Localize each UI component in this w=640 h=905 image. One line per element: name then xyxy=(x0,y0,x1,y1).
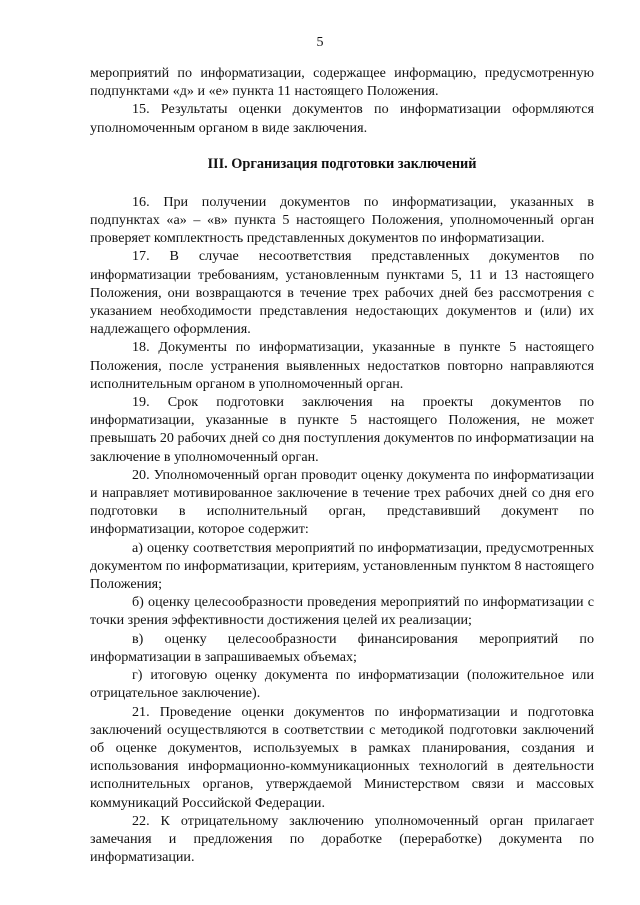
subitem-v: в) оценку целесообразности финансирования мероприятий по информатизации в запрашиваемых объемах; xyxy=(90,630,594,665)
paragraph-18: 18. Документы по информатизации, указанные в пункте 5 настоящего Положения, после устранения выявленных недостатков повторно направляются исполнительным органом в уполномоченный орган. xyxy=(90,339,594,392)
subitem-b: б) оценку целесообразности проведения мероприятий по информатизации с точки зрения эффективности достижения целей их реализации; xyxy=(90,594,594,629)
paragraph-19: 19. Срок подготовки заключения на проекты документов по информатизации, указанные в пункте 5 настоящего Положения, не может превышать 20 рабочих дней со дня поступления документов по информатизации на заключение в уполномоченный орган. xyxy=(90,394,594,465)
paragraph-16: 16. При получении документов по информатизации, указанных в подпунктах «а» – «в» пункта 5 настоящего Положения, уполномоченный орган проверяет комплектность представленных документов по информатизации. xyxy=(90,193,594,247)
subitem-a: а) оценку соответствия мероприятий по информатизации, предусмотренных документом по информатизации, критериям, установленным пунктом 8 настоящего Положения; xyxy=(90,539,594,593)
paragraph-14-continuation: мероприятий по информатизации, содержащее информацию, предусмотренную подпунктами «д» и «е» пункта 11 настоящего Положения. xyxy=(90,65,594,100)
section-heading: III. Организация подготовки заключений xyxy=(207,155,477,172)
document-body xyxy=(90,64,594,866)
page-number: 5 xyxy=(316,35,324,50)
paragraph-22: 22. К отрицательному заключению уполномоченный орган прилагает замечания и предложения по доработке (переработке) документа по информатизации. xyxy=(90,812,594,866)
subitem-g: г) итоговую оценку документа по информатизации (положительное или отрицательное заключение). xyxy=(90,667,594,702)
paragraph-17: 17. В случае несоответствия представленных документов по информатизации требованиям, установленным пунктами 5, 11 и 13 настоящего Положения, они возвращаются в течение трех рабочих дней без рассмотрения с указанием необходимости представления недостающих документов и (или) их надлежащего оформления. xyxy=(90,248,594,338)
paragraph-20: 20. Уполномоченный орган проводит оценку документа по информатизации и направляет мотивированное заключение в течение трех рабочих дней со дня его подготовки в исполнительный орган, представивший документ по информатизации, которое содержит: xyxy=(90,466,594,538)
paragraph-21: 21. Проведение оценки документов по информатизации и подготовка заключений осуществляются в соответствии с методикой подготовки заключений об оценке документов, используемых в рамках планирования, создания и использования информационно-коммуникационных технологий в деятельности исполнительных органов, утверждаемой Министерством связи и массовых коммуникаций Российской Федерации. xyxy=(90,703,594,811)
paragraph-15: 15. Результаты оценки документов по информатизации оформляются уполномоченным органом в виде заключения. xyxy=(90,101,594,136)
